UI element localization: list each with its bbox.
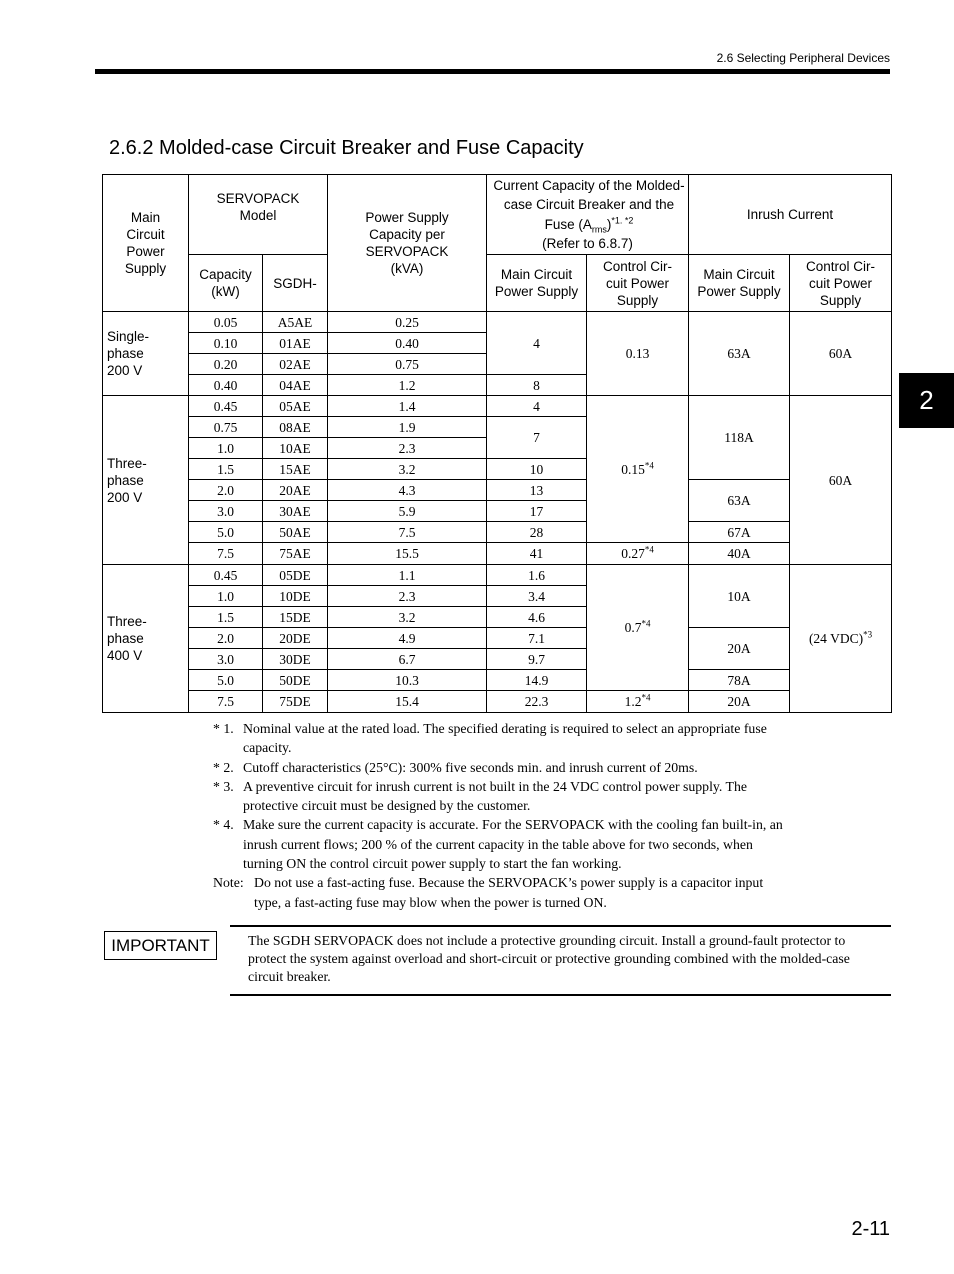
header-main-circuit-power-supply: Main Circuit Power Supply	[103, 175, 189, 312]
cell-kva: 0.25	[328, 312, 487, 333]
cell-model: 05AE	[263, 396, 328, 417]
header-inrush-main: Main Circuit Power Supply	[689, 255, 790, 312]
cell-inrush-main: 63A	[689, 312, 790, 396]
cell-kva: 6.7	[328, 649, 487, 670]
cell-cc-main: 4	[487, 396, 587, 417]
cell-kw: 0.45	[189, 396, 263, 417]
breaker-fuse-table	[102, 174, 892, 713]
cell-kva: 7.5	[328, 522, 487, 543]
cell-cc-main: 14.9	[487, 670, 587, 691]
important-rule-top	[230, 925, 891, 927]
cell-kw: 1.0	[189, 438, 263, 459]
cell-kva: 3.2	[328, 607, 487, 628]
cell-kva: 1.4	[328, 396, 487, 417]
cell-kva: 1.2	[328, 375, 487, 396]
cell-kw: 7.5	[189, 691, 263, 713]
cell-kw: 1.5	[189, 459, 263, 480]
cell-inrush-main: 20A	[689, 691, 790, 713]
cell-model: 20DE	[263, 628, 328, 649]
cell-kw: 7.5	[189, 543, 263, 565]
cell-kva: 4.3	[328, 480, 487, 501]
cell-inrush-main: 10A	[689, 565, 790, 628]
cell-kw: 2.0	[189, 480, 263, 501]
cell-cc-main: 28	[487, 522, 587, 543]
cell-inrush-main: 67A	[689, 522, 790, 543]
cell-model: 50DE	[263, 670, 328, 691]
header-inrush-control: Control Cir-cuit Power Supply	[790, 255, 892, 312]
footnote-1: * 1. Nominal value at the rated load. The specified derating is required to select an appropriate fuse capacity.	[213, 721, 767, 756]
cell-inrush-main: 63A	[689, 480, 790, 522]
note-fast-acting-fuse: Note: Do not use a fast-acting fuse. Because the SERVOPACK’s power supply is a capacitor input type, a fast-acting fuse may blow when the power is turned ON.	[213, 875, 764, 910]
cell-inrush-main: 78A	[689, 670, 790, 691]
page-number: 2-11	[851, 1218, 890, 1240]
cell-model: 75AE	[263, 543, 328, 565]
cell-kw: 0.40	[189, 375, 263, 396]
cell-model: 20AE	[263, 480, 328, 501]
footnote-4: * 4. Make sure the current capacity is accurate. For the SERVOPACK with the cooling fan built-in, an inrush current flows; 200 % of the current capacity in the table above for two seconds, when turning ON the control circuit power supply to start the fan working.	[213, 817, 783, 872]
header-servopack-model: SERVOPACK Model	[189, 175, 328, 255]
cell-kw: 1.5	[189, 607, 263, 628]
cell-cc-main: 7.1	[487, 628, 587, 649]
cell-cc-main: 9.7	[487, 649, 587, 670]
cell-cc-main: 8	[487, 375, 587, 396]
cell-cc-main: 4	[487, 312, 587, 375]
footnotes	[213, 719, 793, 912]
cell-model: A5AE	[263, 312, 328, 333]
cell-kva: 1.1	[328, 565, 487, 586]
cell-cc-control: 0.15$^{*4}$	[587, 396, 689, 543]
cell-kw: 0.45	[189, 565, 263, 586]
group-three-phase-400v: Three-phase 400 V	[103, 565, 189, 713]
header-cc-main: Main Circuit Power Supply	[487, 255, 587, 312]
cell-kw: 1.0	[189, 586, 263, 607]
cell-inrush-main: 118A	[689, 396, 790, 480]
cell-cc-main: 4.6	[487, 607, 587, 628]
header-inrush-current: Inrush Current	[689, 175, 892, 255]
cell-cc-main: 7	[487, 417, 587, 459]
section-title: 2.6.2 Molded-case Circuit Breaker and Fuse Capacity	[109, 137, 584, 159]
cell-model: 05DE	[263, 565, 328, 586]
cell-model: 15AE	[263, 459, 328, 480]
important-rule-bottom	[230, 994, 891, 996]
cell-kw: 0.75	[189, 417, 263, 438]
header-current-capacity: Current Capacity of the Molded-case Circuit Breaker and the Fuse $(A_{rms})^{*1. *2}$ (Refer to 6.8.7)	[487, 175, 689, 255]
cell-kva: 0.40	[328, 333, 487, 354]
cell-kva: 15.4	[328, 691, 487, 713]
cell-inrush-control: 60A	[790, 396, 892, 565]
cell-inrush-control: 60A	[790, 312, 892, 396]
cell-model: 50AE	[263, 522, 328, 543]
important-label: IMPORTANT	[104, 931, 217, 960]
cell-model: 30DE	[263, 649, 328, 670]
header-power-supply-capacity: Power Supply Capacity per SERVOPACK (kVA)	[328, 175, 487, 312]
cell-cc-control: 1.2$^{*4}$	[587, 691, 689, 713]
header-rule	[95, 69, 890, 74]
cell-cc-control: 0.13	[587, 312, 689, 396]
cell-kva: 10.3	[328, 670, 487, 691]
cell-kw: 2.0	[189, 628, 263, 649]
cell-model: 30AE	[263, 501, 328, 522]
cell-model: 08AE	[263, 417, 328, 438]
cell-inrush-control: (24 VDC)$^{*3}$	[790, 565, 892, 713]
running-header: 2.6 Selecting Peripheral Devices	[716, 51, 890, 65]
cell-kw: 3.0	[189, 649, 263, 670]
cell-kva: 5.9	[328, 501, 487, 522]
cell-cc-control: 0.7$^{*4}$	[587, 565, 689, 691]
group-three-phase-200v: Three-phase 200 V	[103, 396, 189, 565]
cell-cc-control: 0.27$^{*4}$	[587, 543, 689, 565]
chapter-tab: 2	[899, 373, 954, 428]
cell-cc-main: 17	[487, 501, 587, 522]
important-text: The SGDH SERVOPACK does not include a protective grounding circuit. Install a ground-fault protector to protect the system against overload and short-circuit or protective grounding combined with the molded-case circuit breaker.	[248, 933, 850, 985]
cell-kva: 2.3	[328, 586, 487, 607]
cell-inrush-main: 40A	[689, 543, 790, 565]
cell-cc-main: 22.3	[487, 691, 587, 713]
header-cc-control: Control Cir-cuit Power Supply	[587, 255, 689, 312]
cell-model: 02AE	[263, 354, 328, 375]
cell-kva: 15.5	[328, 543, 487, 565]
footnote-2: * 2. Cutoff characteristics (25°C): 300% five seconds min. and inrush current of 20ms.	[213, 759, 698, 775]
cell-kw: 5.0	[189, 522, 263, 543]
cell-cc-main: 13	[487, 480, 587, 501]
cell-kva: 4.9	[328, 628, 487, 649]
cell-kw: 3.0	[189, 501, 263, 522]
cell-kva: 3.2	[328, 459, 487, 480]
cell-cc-main: 1.6	[487, 565, 587, 586]
cell-cc-main: 41	[487, 543, 587, 565]
cell-model: 01AE	[263, 333, 328, 354]
cell-kw: 0.10	[189, 333, 263, 354]
header-capacity-kw: Capacity (kW)	[189, 255, 263, 312]
cell-model: 75DE	[263, 691, 328, 713]
cell-model: 04AE	[263, 375, 328, 396]
header-sgdh: SGDH-	[263, 255, 328, 312]
cell-kva: 0.75	[328, 354, 487, 375]
cell-model: 10AE	[263, 438, 328, 459]
footnote-3: * 3. A preventive circuit for inrush current is not built in the 24 VDC control power supply. The protective circuit must be designed by the customer.	[213, 778, 748, 814]
cell-kw: 0.20	[189, 354, 263, 375]
cell-kw: 5.0	[189, 670, 263, 691]
cell-model: 10DE	[263, 586, 328, 607]
cell-cc-main: 10	[487, 459, 587, 480]
cell-inrush-main: 20A	[689, 628, 790, 670]
group-single-phase-200v: Single-phase 200 V	[103, 312, 189, 396]
cell-kva: 2.3	[328, 438, 487, 459]
cell-kva: 1.9	[328, 417, 487, 438]
cell-kw: 0.05	[189, 312, 263, 333]
cell-cc-main: 3.4	[487, 586, 587, 607]
cell-model: 15DE	[263, 607, 328, 628]
